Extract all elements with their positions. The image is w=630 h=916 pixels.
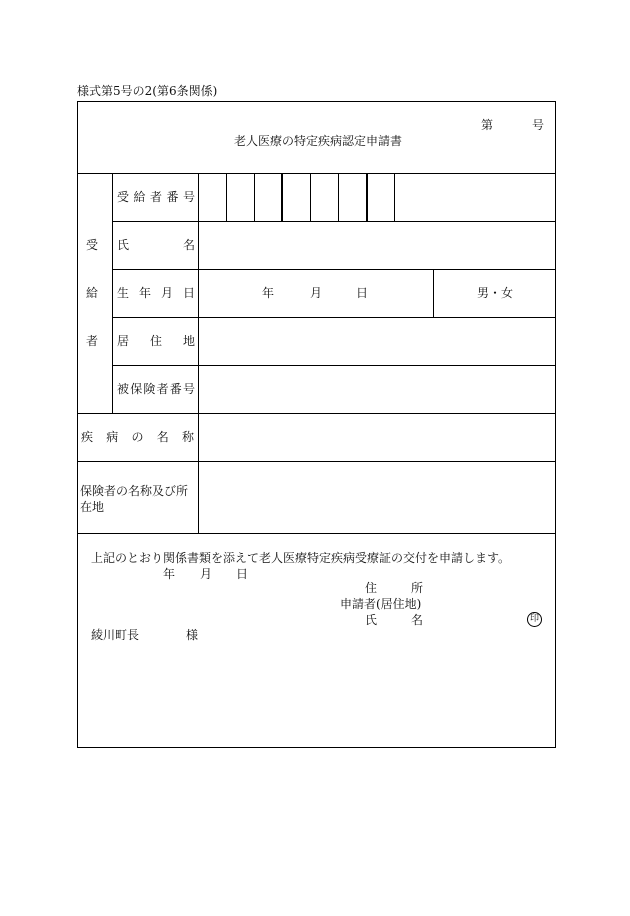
id-box-divider (254, 173, 255, 221)
divider-group-column (112, 173, 113, 413)
id-box-divider (366, 173, 368, 221)
birth-day-unit: 日 (356, 286, 369, 300)
sex-options: 男・女 (477, 286, 514, 300)
label-char: 所 (410, 581, 423, 595)
divider-sex-column (433, 269, 434, 317)
label-char: 称 (181, 430, 194, 444)
addressee: 綾川町長 (91, 628, 140, 642)
label-char: の (131, 430, 144, 444)
id-box-divider (310, 173, 311, 221)
label-char: 病 (106, 430, 119, 444)
divider-disease-row (77, 461, 556, 462)
label-char: 番 (166, 190, 179, 204)
application-day-unit: 日 (236, 567, 249, 581)
honorific: 様 (186, 628, 199, 642)
label-char: 月 (160, 286, 173, 300)
label-char: 住 (365, 581, 378, 595)
label-char: 号 (182, 190, 195, 204)
id-box-divider (226, 173, 227, 221)
divider-label-column (198, 173, 199, 533)
divider-recipient-block (77, 413, 556, 414)
divider-birth-row (112, 317, 556, 318)
divider-name-row (112, 269, 556, 270)
label-char: 居 (117, 334, 130, 348)
recipient-group-char: 給 (86, 286, 99, 300)
address-label (117, 334, 195, 348)
id-box-divider (394, 173, 395, 221)
label-char: 名 (410, 613, 423, 627)
id-box-divider (338, 173, 339, 221)
label-char: 名 (156, 430, 169, 444)
declaration-statement: 上記のとおり関係書類を添えて老人医療特定疾病受療証の交付を申請します。 (91, 551, 511, 565)
document-number-dai: 第 (481, 118, 494, 132)
label-char: 番 (169, 382, 182, 396)
applicant-name-label (365, 613, 423, 627)
label-char: 年 (138, 286, 151, 300)
recipient-group-label (86, 238, 98, 348)
document-number-go: 号 (532, 118, 545, 132)
label-char: 氏 (117, 238, 130, 252)
label-char: 険 (143, 382, 156, 396)
label-char: 受 (117, 190, 130, 204)
birth-year-unit: 年 (262, 286, 275, 300)
form-reference: 様式第5号の2(第6条関係) (77, 84, 218, 98)
recipient-group-char: 受 (86, 238, 99, 252)
insurer-name-address-label: 保険者の名称及び所在地 (80, 484, 189, 514)
divider-address-row (112, 365, 556, 366)
label-char: 疾 (81, 430, 94, 444)
label-char: 者 (149, 190, 162, 204)
name-label (117, 238, 195, 252)
divider-id-row (112, 221, 556, 222)
application-year-unit: 年 (163, 567, 176, 581)
label-char: 名 (182, 238, 195, 252)
application-month-unit: 月 (200, 567, 213, 581)
divider-insurer-row (77, 533, 556, 534)
birth-date-label (117, 286, 195, 300)
label-char: 給 (133, 190, 146, 204)
label-char: 生 (117, 286, 130, 300)
label-char: 者 (156, 382, 169, 396)
label-char: 号 (182, 382, 195, 396)
divider-header (77, 173, 556, 174)
label-char: 住 (149, 334, 162, 348)
recipient-number-label (117, 190, 195, 204)
recipient-group-char: 者 (86, 334, 99, 348)
form-title: 老人医療の特定疾病認定申請書 (234, 134, 403, 148)
seal-mark: 印 (527, 612, 542, 627)
applicant-label: 申請者(居住地) (340, 597, 422, 611)
label-char: 日 (182, 286, 195, 300)
id-box-divider (281, 173, 283, 221)
label-char: 被 (117, 382, 130, 396)
insured-number-label (117, 382, 195, 396)
label-char: 地 (182, 334, 195, 348)
label-char: 氏 (365, 613, 378, 627)
birth-month-unit: 月 (310, 286, 323, 300)
applicant-address-label (365, 581, 423, 595)
label-char: 保 (130, 382, 143, 396)
disease-name-label (81, 430, 194, 444)
